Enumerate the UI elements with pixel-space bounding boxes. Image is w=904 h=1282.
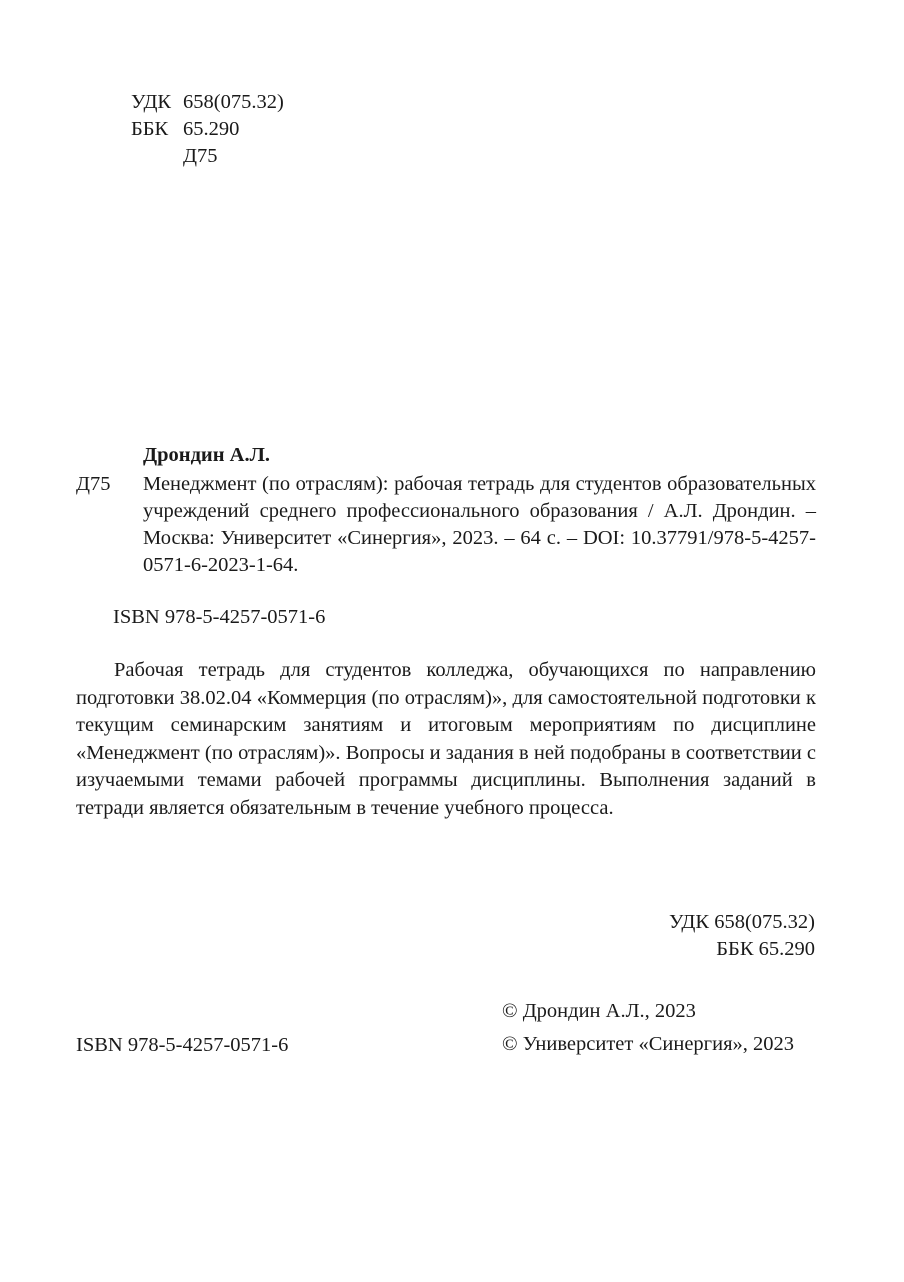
author-mark-row — [131, 143, 284, 170]
isbn-card: ISBN 978-5-4257-0571-6 — [113, 606, 326, 628]
udk-label: УДК — [131, 91, 172, 113]
bottom-udk: УДК 658(075.32) — [668, 911, 815, 933]
annotation: Рабочая тетрадь для студентов колледжа, обучающихся по направлению подготовки 38.02.04 «Коммерция (по отраслям)», для самостоятельной подготовки к текущим семинарским занятиям и итоговым мероприятиям по дисциплине «Менеджмент (по отраслям)». Вопросы и задания в ней подобраны в соответствии с изучаемыми темами рабочей программы дисциплины. Выполнения заданий в тетради является обязательным в течение учебного процесса. — [76, 659, 816, 819]
udk-row — [131, 89, 284, 116]
bbk-row — [131, 116, 284, 143]
bottom-bbk: ББК 65.290 — [716, 938, 815, 960]
author-mark: Д75 — [183, 145, 218, 167]
bbk-label: ББК — [131, 118, 169, 140]
card-author: Дрондин А.Л. — [143, 444, 271, 466]
bbk-value: 65.290 — [183, 118, 240, 140]
copyright-block — [502, 998, 794, 1064]
copyright-author: © Дрондин А.Л., 2023 — [502, 1000, 696, 1022]
classification-block-top — [131, 89, 284, 170]
card-description: Менеджмент (по отраслям): рабочая тетрадь для студентов образовательных учреждений среднего профессионального образования / А.Л. Дрондин. – Москва: Университет «Синергия», 2023. – 64 с. – DOI: 10.37791/978-5-4257-0571-6-2023-1-64. — [143, 473, 816, 576]
isbn-bottom: ISBN 978-5-4257-0571-6 — [76, 1034, 289, 1056]
card-author-mark: Д75 — [76, 473, 111, 495]
udk-value: 658(075.32) — [183, 91, 284, 113]
copyright-publisher: © Университет «Синергия», 2023 — [502, 1033, 794, 1055]
classification-block-bottom — [669, 909, 815, 963]
